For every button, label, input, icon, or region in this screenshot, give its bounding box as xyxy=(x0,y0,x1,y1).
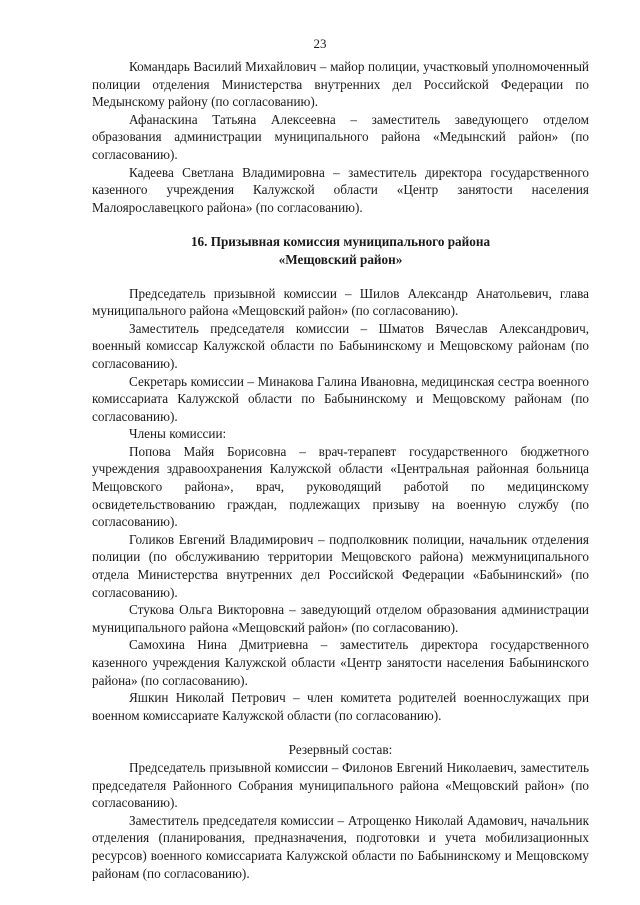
deputy-chairman-paragraph: Заместитель председателя комиссии – Шматов Вячеслав Александрович, военный комиссар Калужской области по Бабынинскому и Мещовскому районам (по согласованию). xyxy=(92,320,589,371)
member-paragraph: Попова Майя Борисовна – врач-терапевт государственного бюджетного учреждения здравоохранения Калужской области «Центральная районная больница Мещовского района», врач, руководящий работой по медицинскому освидетельствованию граждан, подлежащих призыву на военную службу (по согласованию). xyxy=(92,443,589,530)
page-number: 23 xyxy=(313,36,327,51)
member-paragraph: Кадеева Светлана Владимировна – заместитель директора государственного казенного учреждения Калужской области «Центр занятости населения Малоярославецкого района» (по согласованию). xyxy=(92,164,589,215)
member-paragraph: Самохина Нина Дмитриевна – заместитель директора государственного казенного учреждения Калужской области «Центр занятости населения Бабынинского района» (по согласованию). xyxy=(92,637,589,688)
member-paragraph: Стукова Ольга Викторовна – заведующий отделом образования администрации муниципального района «Мещовский район» (по согласованию). xyxy=(92,602,589,635)
member-paragraph: Яшкин Николай Петрович – член комитета родителей военнослужащих при военном комиссариате Калужской области (по согласованию). xyxy=(92,690,589,723)
member-paragraph: Афанаскина Татьяна Алексеевна – заместитель заведующего отделом образования администрации муниципального района «Медынский район» (по согласованию). xyxy=(92,111,589,162)
secretary-paragraph: Секретарь комиссии – Минакова Галина Ивановна, медицинская сестра военного комиссариата Калужской области по Бабынинскому и Мещовскому районам (по согласованию). xyxy=(92,373,589,424)
document-body xyxy=(92,58,589,882)
member-paragraph: Голиков Евгений Владимирович – подполковник полиции, начальник отделения полиции (по обслуживанию территории Мещовского района) межмуниципального отдела Министерства внутренних дел Российской Федерации «Бабынинский» (по согласованию). xyxy=(92,531,589,600)
reserve-title: Резервный состав: xyxy=(288,742,393,758)
section-heading-line: «Мещовский район» xyxy=(278,251,403,267)
section-heading-line: 16. Призывная комиссия муниципального района xyxy=(190,234,491,250)
chairman-paragraph: Председатель призывной комиссии – Шилов Александр Анатольевич, глава муниципального района «Мещовский район» (по согласованию). xyxy=(92,285,589,319)
section-heading xyxy=(92,233,589,268)
member-paragraph: Командарь Василий Михайлович – майор полиции, участковый уполномоченный полиции отделения Министерства внутренних дел Российской Федерации по Медынскому району (по согласованию). xyxy=(92,59,589,110)
reserve-deputy-paragraph: Заместитель председателя комиссии – Атрощенко Николай Адамович, начальник отделения (планирования, предназначения, подготовки и учета мобилизационных ресурсов) военного комиссариата Калужской области по Бабынинскому и Мещовскому районам (по согласованию). xyxy=(92,812,589,881)
members-label: Члены комиссии: xyxy=(129,426,227,442)
reserve-chairman-paragraph: Председатель призывной комиссии – Филонов Евгений Николаевич, заместитель председателя Районного Собрания муниципального района «Мещовский район» (по согласованию). xyxy=(92,759,589,811)
